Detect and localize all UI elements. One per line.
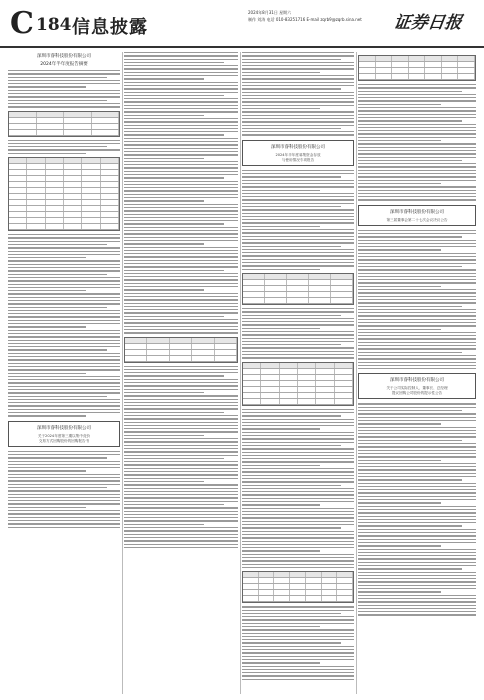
announcement-header <box>358 205 476 226</box>
contact-line: 制作 刘涛 电话 010-83251716 E-mail zqrb9@zqrb.sina.net <box>248 17 362 22</box>
body-text <box>358 403 476 615</box>
article-title: 交易方式回购股份的回购报告书 <box>38 438 90 443</box>
article-title: 提议回购公司股份的提示性公告 <box>391 391 443 396</box>
article-title: 2024年半年度报告摘要 <box>40 62 88 67</box>
body-text <box>8 451 120 528</box>
column-divider <box>356 52 357 694</box>
body-text <box>358 230 476 370</box>
body-text <box>242 52 354 136</box>
announcement-header <box>358 373 476 399</box>
article-company: 深圳市睿科技股份有限公司 <box>271 144 325 150</box>
column-divider <box>240 52 241 694</box>
page-letter: C <box>10 6 34 41</box>
article-company: 深圳市睿科技股份有限公司 <box>390 209 444 215</box>
section-title: 信息披露 <box>72 17 148 38</box>
data-table <box>358 55 476 81</box>
article-title: 2024年半年度募集资金存放 <box>275 152 321 157</box>
data-table <box>124 337 238 363</box>
announcement-header <box>8 421 120 447</box>
article-title: 与使用情况专项报告 <box>281 157 315 162</box>
article-company: 深圳市睿科技股份有限公司 <box>390 378 444 384</box>
data-table <box>242 362 354 406</box>
column-2 <box>124 52 238 700</box>
masthead <box>0 0 484 48</box>
newspaper-logo: 证券日报 <box>392 13 464 33</box>
article-title: 关于2024年度第三期以集中竞价 <box>37 433 91 438</box>
column-4 <box>358 52 476 700</box>
body-text <box>8 140 120 154</box>
data-table <box>242 571 354 603</box>
date-line: 2024年8月31日 星期六 <box>248 10 292 15</box>
column-divider <box>122 52 123 694</box>
body-text <box>242 308 354 359</box>
announcement-header <box>242 140 354 166</box>
body-text <box>8 70 120 108</box>
body-text <box>124 52 238 334</box>
article-company: 深圳市睿科技股份有限公司 <box>37 425 91 431</box>
column-3 <box>242 52 354 700</box>
data-table <box>242 273 354 305</box>
body-text <box>242 409 354 569</box>
shareholder-table <box>8 157 120 231</box>
body-text <box>124 366 238 549</box>
article-title: 关于公司实际控制人、董事长、总经理 <box>386 386 448 391</box>
body-text <box>358 84 476 201</box>
page-number: 184 <box>36 15 72 35</box>
column-1 <box>8 52 120 700</box>
body-text <box>8 234 120 417</box>
body-text <box>242 170 354 270</box>
body-text <box>242 606 354 680</box>
article-title: 第三届董事会第二十七次会议决议公告 <box>386 217 448 222</box>
data-table <box>8 111 120 137</box>
article-company: 深圳市睿科技股份有限公司 <box>37 54 91 59</box>
